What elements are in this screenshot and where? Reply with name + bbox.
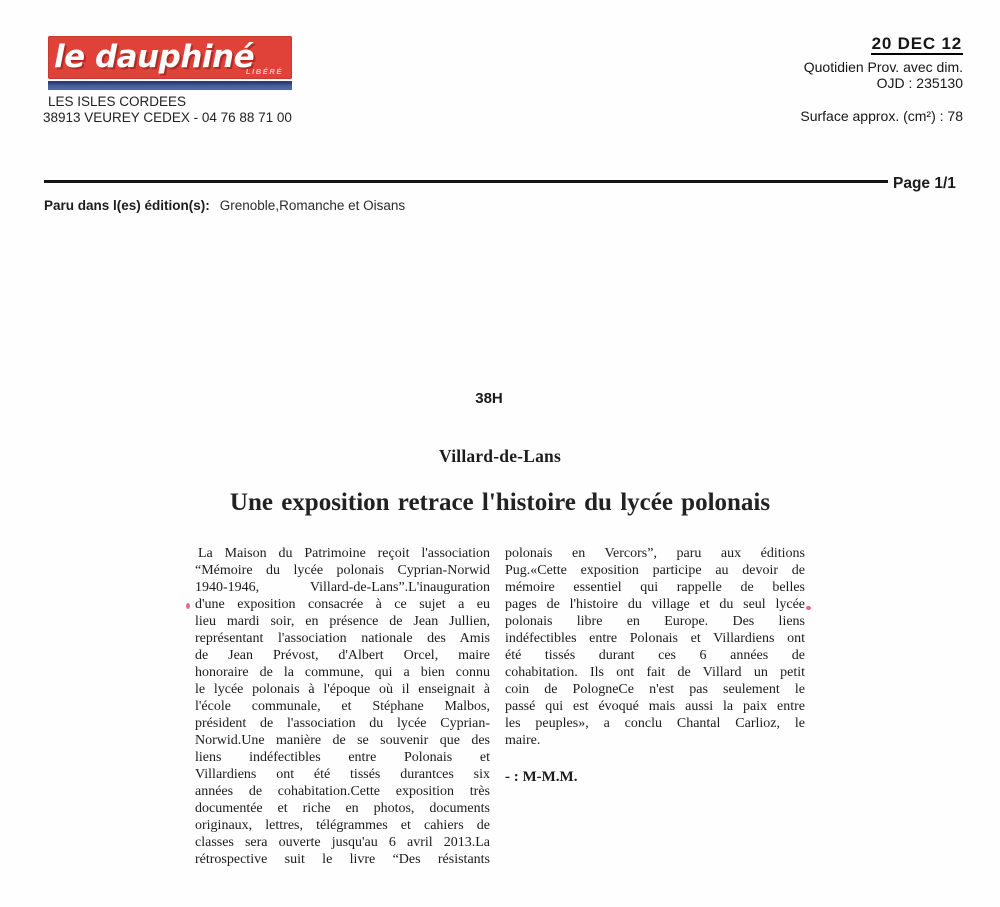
text-line: lieu mardi soir, en présence de Jean Jullien,: [195, 614, 490, 629]
text-line: originaux, lettres, télégrammes et cahiers de: [195, 818, 490, 833]
text-line: pages de l'histoire du village et du seul lycée: [505, 597, 805, 612]
text-line: polonais libre en Europe. Des liens: [505, 614, 805, 629]
article-headline: Une exposition retrace l'histoire du lycée polonais: [229, 489, 771, 516]
logo-subtitle: LIBÉRÉ: [245, 67, 283, 76]
text-line: années de cohabitation.Cette exposition très: [195, 784, 490, 799]
clipping-meta: [800, 36, 963, 124]
scan-artifact-dot-right: [806, 606, 811, 610]
header-rule: [44, 180, 888, 183]
text-line: de Jean Prévost, d'Albert Orcel, maire: [195, 648, 490, 663]
text-line: indéfectibles entre Polonais et Villardiens ont: [505, 631, 805, 646]
editions-value: Grenoble,Romanche et Oisans: [219, 198, 406, 213]
text-line: Pug.«Cette exposition participe au devoir de: [505, 563, 805, 578]
text-line: maire.: [505, 733, 541, 748]
text-line: Norwid.Une manière de se souvenir que des: [195, 733, 490, 748]
text-line: été tissés durant ces 6 années de: [505, 648, 805, 663]
text-line: cohabitation. Ils ont fait de Villard un petit: [505, 665, 805, 680]
surface-approx: Surface approx. (cm²) : 78: [800, 108, 963, 124]
text-line: coin de PologneCe n'est pas seulement le: [505, 682, 805, 697]
logo-red-box: [48, 36, 292, 79]
text-line: polonais en Vercors”, paru aux éditions: [505, 546, 805, 561]
article-signature: - : M-M.M.: [505, 769, 578, 785]
newspaper-logo: [48, 36, 292, 90]
article-code: 38H: [475, 390, 503, 407]
text-line: représentant l'association nationale des Amis: [195, 631, 490, 646]
text-line: les peuples», a conclu Chantal Carlioz, le: [505, 716, 805, 731]
text-line: l'école communale, et Stéphane Malbos,: [195, 699, 490, 714]
text-line: le lycée polonais à l'époque où il enseignait à: [195, 682, 490, 697]
text-line: 1940-1946, Villard-de-Lans”.L'inauguration: [195, 580, 490, 595]
publisher-address: [43, 94, 292, 126]
text-line: d'une exposition consacrée à ce sujet a eu: [195, 597, 490, 612]
article: [195, 390, 805, 890]
text-line: documentée et riche en photos, documents: [195, 801, 490, 816]
article-columns: [195, 545, 805, 868]
text-line: liens indéfectibles entre Polonais et: [195, 750, 490, 765]
text-line: président de l'association du lycée Cyprian-: [195, 716, 490, 731]
text-line: passé qui est évoqué mais aussi la paix entre: [505, 699, 805, 714]
scan-artifact-dot-left: [186, 603, 190, 609]
address-line-2: 38913 VEUREY CEDEX - 04 76 88 71 00: [43, 110, 292, 125]
editions-line: [44, 198, 405, 213]
text-line: “Mémoire du lycée polonais Cyprian-Norwid: [195, 563, 490, 578]
address-line-1: LES ISLES CORDEES: [48, 94, 187, 109]
ojd-number: OJD : 235130: [876, 75, 963, 91]
page-number: Page 1/1: [893, 175, 956, 192]
logo-title: le dauphiné: [54, 39, 255, 75]
column-right: [505, 545, 805, 868]
article-location: Villard-de-Lans: [439, 446, 561, 466]
text-line: Villardiens ont été tissés durantces six: [195, 767, 490, 782]
text-line: La Maison du Patrimoine reçoit l'association: [198, 546, 490, 561]
text-line: honoraire de la commune, qui a bien connu: [195, 665, 490, 680]
clipping-date: 20 DEC 12: [871, 34, 962, 53]
column-left: [195, 545, 490, 868]
text-line: rétrospective suit le livre “Des résistants: [195, 852, 490, 867]
text-line: mémoire essentiel qui rappelle de belles: [505, 580, 805, 595]
column-right-lines: [505, 545, 805, 749]
logo-blue-bar: [48, 81, 292, 90]
text-line: classes sera ouverte jusqu'au 6 avril 2013.La: [195, 835, 490, 850]
periodicity: Quotidien Prov. avec dim.: [803, 59, 963, 75]
editions-label: Paru dans l(es) édition(s):: [44, 198, 210, 213]
